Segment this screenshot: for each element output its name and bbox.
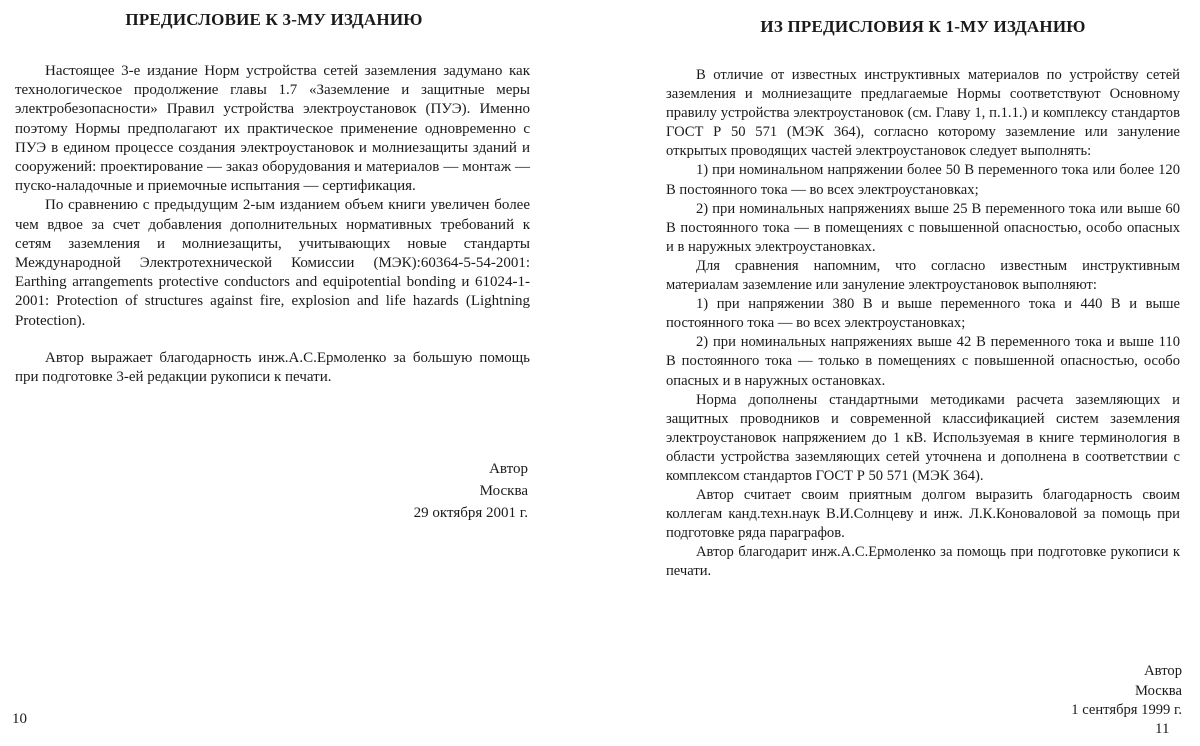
signature-date: 29 октября 2001 г.: [413, 505, 528, 521]
page-number: 10: [12, 711, 27, 727]
signature-city: Москва: [479, 483, 528, 499]
paragraph: В отличие от известных инструктивных материалов по устройству сетей заземления и молниезащите предлагаемые Нормы соответствуют Основному правилу устройства электроустановок (см. Главу 1, п.1.1.) и комплексу стандартов ГОСТ Р 50 571 (МЭК 364), согласно которому заземление или зануление открытых проводящих частей электроустановок следует выполнять:: [666, 67, 1180, 160]
list-item: 1) при номинальном напряжении более 50 В переменного тока или более 120 В постоянного тока — во всех электроустановках;: [666, 162, 1180, 198]
paragraph: Настоящее 3-е издание Норм устройства сетей заземления задумано как технологическое продолжение главы 1.7 «Заземление и защитные меры электробезопасности» Правил устройства электроустановок (ПУЭ). Именно поэтому Нормы предполагают их практическое применение одновременно с ПУЭ в едином процессе создания электроустановок и молниезащиты зданий и сооружений: проектирование — заказ оборудования и материалов — монтаж — пуско-наладочные и приемочные испытания — сертификация.: [15, 63, 530, 195]
paragraph: Для сравнения напомним, что согласно известным инструктивным материалам заземление или зануление электроустановок выполняют:: [666, 257, 1180, 294]
signature-author: Автор: [1144, 663, 1182, 679]
list-item: 1) при напряжении 380 В и выше переменного тока и 440 В и выше постоянного тока — во всех электроустановках;: [666, 296, 1180, 332]
page-number: 11: [1155, 721, 1170, 737]
list-item: 2) при номинальных напряжениях выше 25 В переменного тока или выше 60 В постоянного тока — в помещениях с повышенной опасностью, особо опасных и в наружных электроустановках.: [666, 200, 1180, 255]
right-page: [600, 0, 1200, 746]
paragraph: По сравнению с предыдущим 2-ым изданием объем книги увеличен более чем вдвое за счет добавления дополнительных нормативных требований к сетям заземления и молниезащиты, учитывающих новые стандарты Международной Электротехнической Комиссии (МЭК):60364-5-54-2001: Earthing arrangements protective conductors and equipotential bonding и 61024-1-2001: Protection of structures against fire, explosion and life hazards (Lightning Protection).: [15, 197, 530, 329]
page-body: [15, 62, 530, 387]
page-title: ИЗ ПРЕДИСЛОВИЯ К 1-МУ ИЗДАНИЮ: [760, 17, 1086, 36]
signature-block: [414, 458, 528, 524]
page-title: ПРЕДИСЛОВИЕ К 3-МУ ИЗДАНИЮ: [125, 10, 423, 29]
paragraph: Автор благодарит инж.А.С.Ермоленко за помощь при подготовке рукописи к печати.: [666, 544, 1180, 580]
signature-city: Москва: [1134, 682, 1182, 699]
paragraph: Автор считает своим приятным долгом выразить благодарность своим коллегам канд.техн.наук В.И.Солнцеву и инж. Л.К.Коноваловой за помощь при подготовке ряда параграфов.: [666, 487, 1180, 542]
list-item: 2) при номинальных напряжениях выше 42 В переменного тока и выше 110 В постоянного тока — только в помещениях с повышенной опасностью, особо опасных и в наружных остановках.: [666, 334, 1180, 389]
paragraph: Автор выражает благодарность инж.А.С.Ермоленко за большую помощь при подготовке 3-ей редакции рукописи к печати.: [15, 349, 530, 386]
page-body: [666, 66, 1180, 582]
signature-block: [1071, 662, 1182, 721]
paragraph: Норма дополнены стандартными методиками расчета заземляющих и защитных проводников и современной классификацией систем заземления электроустановок напряжением до 1 кВ. Используемая в книге терминология в области устройства заземляющих сетей уточнена и дополнена в соответствии с комплексом стандартов ГОСТ Р 50 571 (МЭК 364).: [666, 391, 1180, 484]
signature-author: Автор: [489, 461, 528, 477]
signature-date: 1 сентября 1999 г.: [1071, 702, 1182, 718]
